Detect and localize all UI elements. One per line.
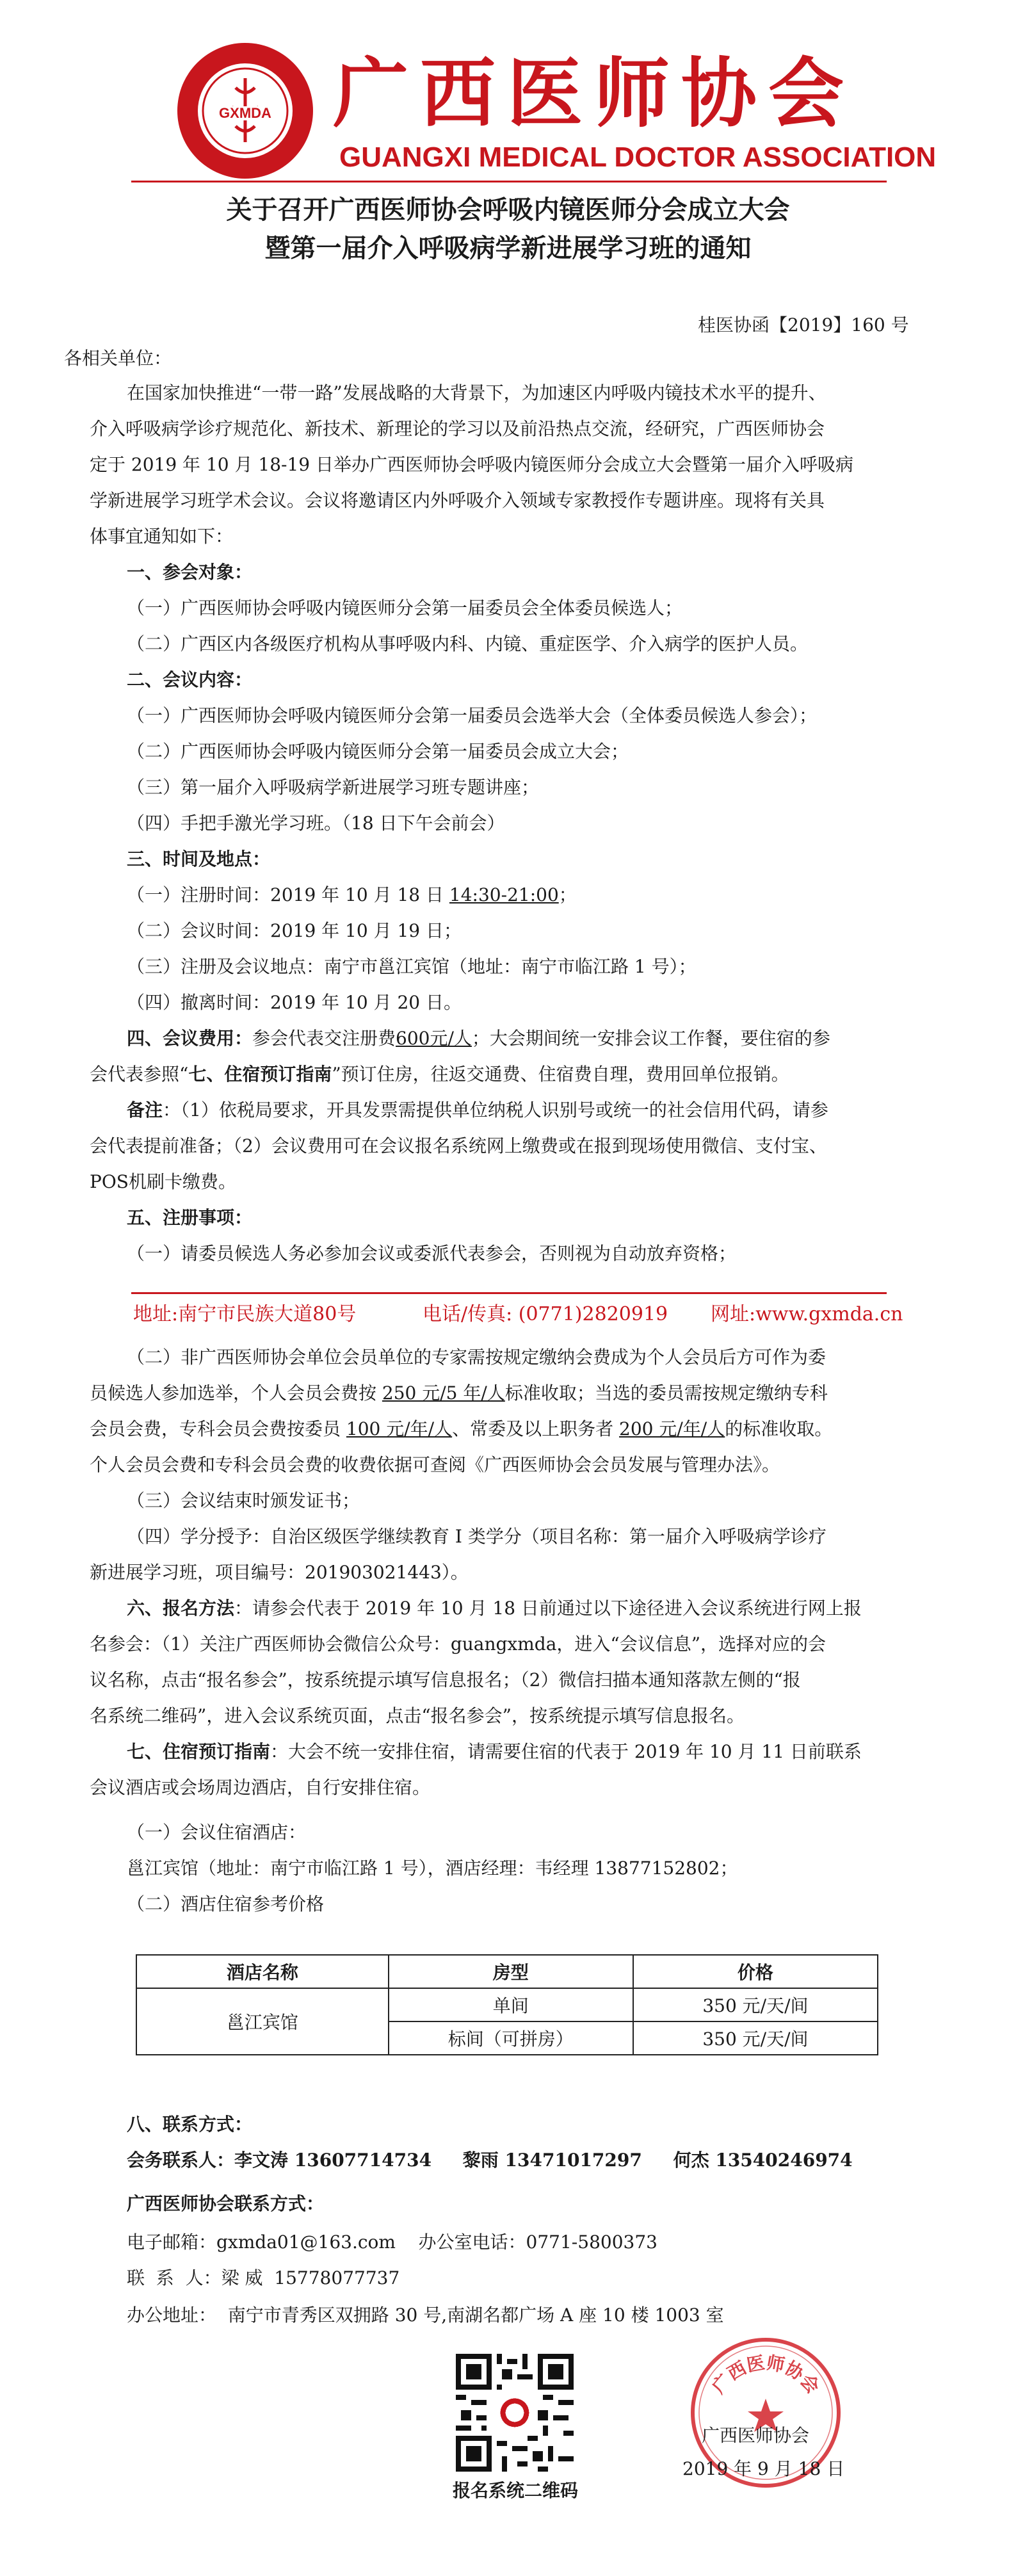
section-2-item: （二）广西医师协会呼吸内镜医师分会第一届委员会成立大会； <box>127 741 629 762</box>
fee-text: ”预订住房，往返交通费、住宿费自理，费用回单位报销。 <box>332 1064 789 1085</box>
signoff-date: 2019 年 9 月 18 日 <box>682 2458 845 2479</box>
table-header: 价格 <box>633 1955 878 1988</box>
qr-caption: 报名系统二维码 <box>452 2480 578 2501</box>
section-6-line: 名参会：（1）关注广西医师协会微信公众号：guangxmda，进入“会议信息”，选择对应的会 <box>90 1633 827 1655</box>
salutation: 各相关单位： <box>64 348 172 369</box>
org-contact-person: 联 系 人：梁 威 15778077737 <box>127 2267 400 2288</box>
fee-amount: 600元/人 <box>396 1028 472 1049</box>
logo <box>174 40 316 182</box>
footer-rule <box>131 1292 887 1294</box>
section-2-item: （一）广西医师协会呼吸内镜医师分会第一届委员会选举大会（全体委员候选人参会）； <box>127 705 818 726</box>
intro-line: 介入呼吸病学诊疗规范化、新技术、新理论的学习以及前沿热点交流，经研究，广西医师协会 <box>90 418 825 439</box>
section-3-item <box>127 881 577 909</box>
senior-fee: 200 元/年/人 <box>619 1418 725 1439</box>
text: ：请参会代表于 2019 年 10 月 18 日前通过以下途径进入会议系统进行网上报 <box>234 1598 862 1619</box>
table-header: 酒店名称 <box>136 1955 389 1988</box>
section-7-item: （一）会议住宿酒店： <box>127 1822 307 1843</box>
registration-time-label: （一）注册时间：2019 年 10 月 18 日 <box>127 884 449 905</box>
intro-line: 学新进展学习班学术会议。会议将邀请区内外呼吸介入领域专家教授作专题讲座。现将有关具 <box>90 490 825 511</box>
section-1-item: （一）广西医师协会呼吸内镜医师分会第一届委员会全体委员候选人； <box>127 597 683 619</box>
section-1-title: 一、参会对象： <box>127 562 253 583</box>
room-type-cell: 单间 <box>389 1988 633 2021</box>
signoff-org: 广西医师协会 <box>702 2425 810 2446</box>
section-4-note <box>127 1096 828 1124</box>
table-header-row <box>136 1955 878 1988</box>
registration-qr-code[interactable] <box>456 2354 574 2472</box>
section-6-line <box>127 1594 862 1623</box>
org-name-cn: 广西医师协会 <box>333 49 856 138</box>
text: 员候选人参加选举，个人会员会费按 <box>90 1382 382 1404</box>
price-cell: 350 元/天/间 <box>633 1988 878 2021</box>
section-7-title: 七、住宿预订指南 <box>127 1741 271 1762</box>
section-5-item: 个人会员会费和专科会员会费的收费依据可查阅《广西医师协会会员发展与管理办法》。 <box>90 1454 780 1475</box>
section-3-item: （三）注册及会议地点：南宁市邕江宾馆（地址：南宁市临江路 1 号）； <box>127 956 697 977</box>
section-5-item: 新进展学习班，项目编号：201903021443）。 <box>90 1562 469 1583</box>
section-6-title: 六、报名方法 <box>127 1598 235 1619</box>
table-row <box>136 1988 878 2021</box>
section-5-item <box>90 1379 828 1407</box>
section-3-title: 三、时间及地点： <box>127 848 271 870</box>
org-email-phone: 电子邮箱：gxmda01@163.com 办公室电话：0771-5800373 <box>127 2232 657 2253</box>
section-4-line <box>127 1025 830 1053</box>
member-fee: 100 元/年/人 <box>346 1418 453 1439</box>
section-7-line: 会议酒店或会场周边酒店，自行安排住宿。 <box>90 1777 431 1798</box>
fee-text: ；大会期间统一安排会议工作餐，要住宿的参 <box>471 1028 830 1049</box>
section-2-title: 二、会议内容： <box>127 669 253 690</box>
doc-ref-number: 桂医协函【2019】160 号 <box>698 314 909 336</box>
text: ：大会不统一安排住宿，请需要住宿的代表于 2019 年 10 月 11 日前联系 <box>270 1741 862 1762</box>
doc-title-line2: 暨第一届介入呼吸病学新进展学习班的通知 <box>264 233 752 263</box>
section-5-item: （二）非广西医师协会单位会员单位的专家需按规定缴纳会费成为个人会员后方可作为委 <box>127 1347 827 1368</box>
hotel-name-cell: 邕江宾馆 <box>136 1988 389 2055</box>
section-7-line <box>127 1738 862 1766</box>
text: 、常委及以上职务者 <box>452 1418 620 1439</box>
header-rule <box>131 181 887 182</box>
footer-phone: 电话/传真: (0771)2820919 <box>423 1303 668 1325</box>
section-6-line: 名系统二维码”，进入会议系统页面，点击“报名参会”，按系统提示填写信息报名。 <box>90 1705 745 1726</box>
org-name-en: GUANGXI MEDICAL DOCTOR ASSOCIATION <box>339 142 937 173</box>
intro-line: 定于 2019 年 10 月 18-19 日举办广西医师协会呼吸内镜医师分会成立大会暨第一届介入呼吸病 <box>90 454 854 475</box>
hotel-price-table <box>136 1954 878 2055</box>
section-5-item: （一）请委员候选人务必参加会议或委派代表参会，否则视为自动放弃资格； <box>127 1243 737 1264</box>
section-8-title: 八、联系方式： <box>127 2114 253 2135</box>
footer-address: 地址:南宁市民族大道80号 <box>133 1303 357 1325</box>
section-6-line: 议名称，点击“报名参会”，按系统提示填写信息报名；（2）微信扫描本通知落款左侧的“报 <box>90 1669 801 1690</box>
section-3-item: （二）会议时间：2019 年 10 月 19 日； <box>127 920 462 941</box>
lodging-ref: 七、住宿预订指南 <box>188 1064 332 1085</box>
intro-line: 体事宜通知如下： <box>90 526 234 547</box>
org-contact-title: 广西医师协会联系方式： <box>127 2193 325 2214</box>
section-1-item: （二）广西区内各级医疗机构从事呼吸内科、内镜、重症医学、介入病学的医护人员。 <box>127 633 809 654</box>
section-4-note: 会代表提前准备；（2）会议费用可在会议报名系统网上缴费或在报到现场使用微信、支付宝、 <box>90 1135 827 1156</box>
section-4-line <box>90 1060 789 1089</box>
fee-text: 参会代表交注册费 <box>252 1028 396 1049</box>
intro-line: 在国家加快推进“一带一路”发展战略的大背景下，为加速区内呼吸内镜技术水平的提升、 <box>127 382 827 403</box>
room-type-cell: 标间（可拼房） <box>389 2021 633 2055</box>
section-4-note: POS机刷卡缴费。 <box>90 1171 236 1192</box>
section-5-item: （四）学分授予：自治区级医学继续教育 I 类学分（项目名称：第一届介入呼吸病学诊疗 <box>127 1526 827 1547</box>
section-2-item: （四）手把手激光学习班。（18 日下午会前会） <box>127 813 505 834</box>
footer-website: 网址:www.gxmda.cn <box>711 1303 903 1325</box>
note-text: ：（1）依税局要求，开具发票需提供单位纳税人识别号或统一的社会信用代码，请参 <box>163 1099 828 1121</box>
personal-fee: 250 元/5 年/人 <box>382 1382 505 1404</box>
text: 标准收取；当选的委员需按规定缴纳专科 <box>504 1382 828 1404</box>
section-5-item <box>90 1415 832 1443</box>
section-7-item: （二）酒店住宿参考价格 <box>127 1893 325 1915</box>
price-cell: 350 元/天/间 <box>633 2021 878 2055</box>
section-5-item: （三）会议结束时颁发证书； <box>127 1490 360 1511</box>
fee-text: 会代表参照“ <box>90 1064 189 1085</box>
doc-title-line1: 关于召开广西医师协会呼吸内镜医师分会成立大会 <box>226 195 790 225</box>
note-title: 备注 <box>127 1099 163 1121</box>
section-7-item: 邕江宾馆（地址：南宁市临江路 1 号），酒店经理：韦经理 13877152802； <box>127 1858 738 1879</box>
section-4-title: 四、会议费用： <box>127 1028 253 1049</box>
section-3-item: （四）撤离时间：2019 年 10 月 20 日。 <box>127 992 462 1013</box>
registration-time-value: 14:30-21:00 <box>449 884 559 905</box>
section-5-title: 五、注册事项： <box>127 1207 253 1228</box>
text: 的标准收取。 <box>725 1418 833 1439</box>
svg-text:广西医师协会: 广西医师协会 <box>707 2352 824 2398</box>
svg-text:GXMDA: GXMDA <box>219 105 271 121</box>
meeting-contacts: 会务联系人：李文涛 13607714734 黎雨 13471017297 何杰 13540246974 <box>127 2150 853 2171</box>
org-office-address: 办公地址： 南宁市青秀区双拥路 30 号,南湖名都广场 A 座 10 楼 1003 室 <box>127 2305 724 2326</box>
section-2-item: （三）第一届介入呼吸病学新进展学习班专题讲座； <box>127 777 540 798</box>
table-header: 房型 <box>389 1955 633 1988</box>
text: 会员会费，专科会员会费按委员 <box>90 1418 346 1439</box>
punct: ； <box>558 884 577 905</box>
